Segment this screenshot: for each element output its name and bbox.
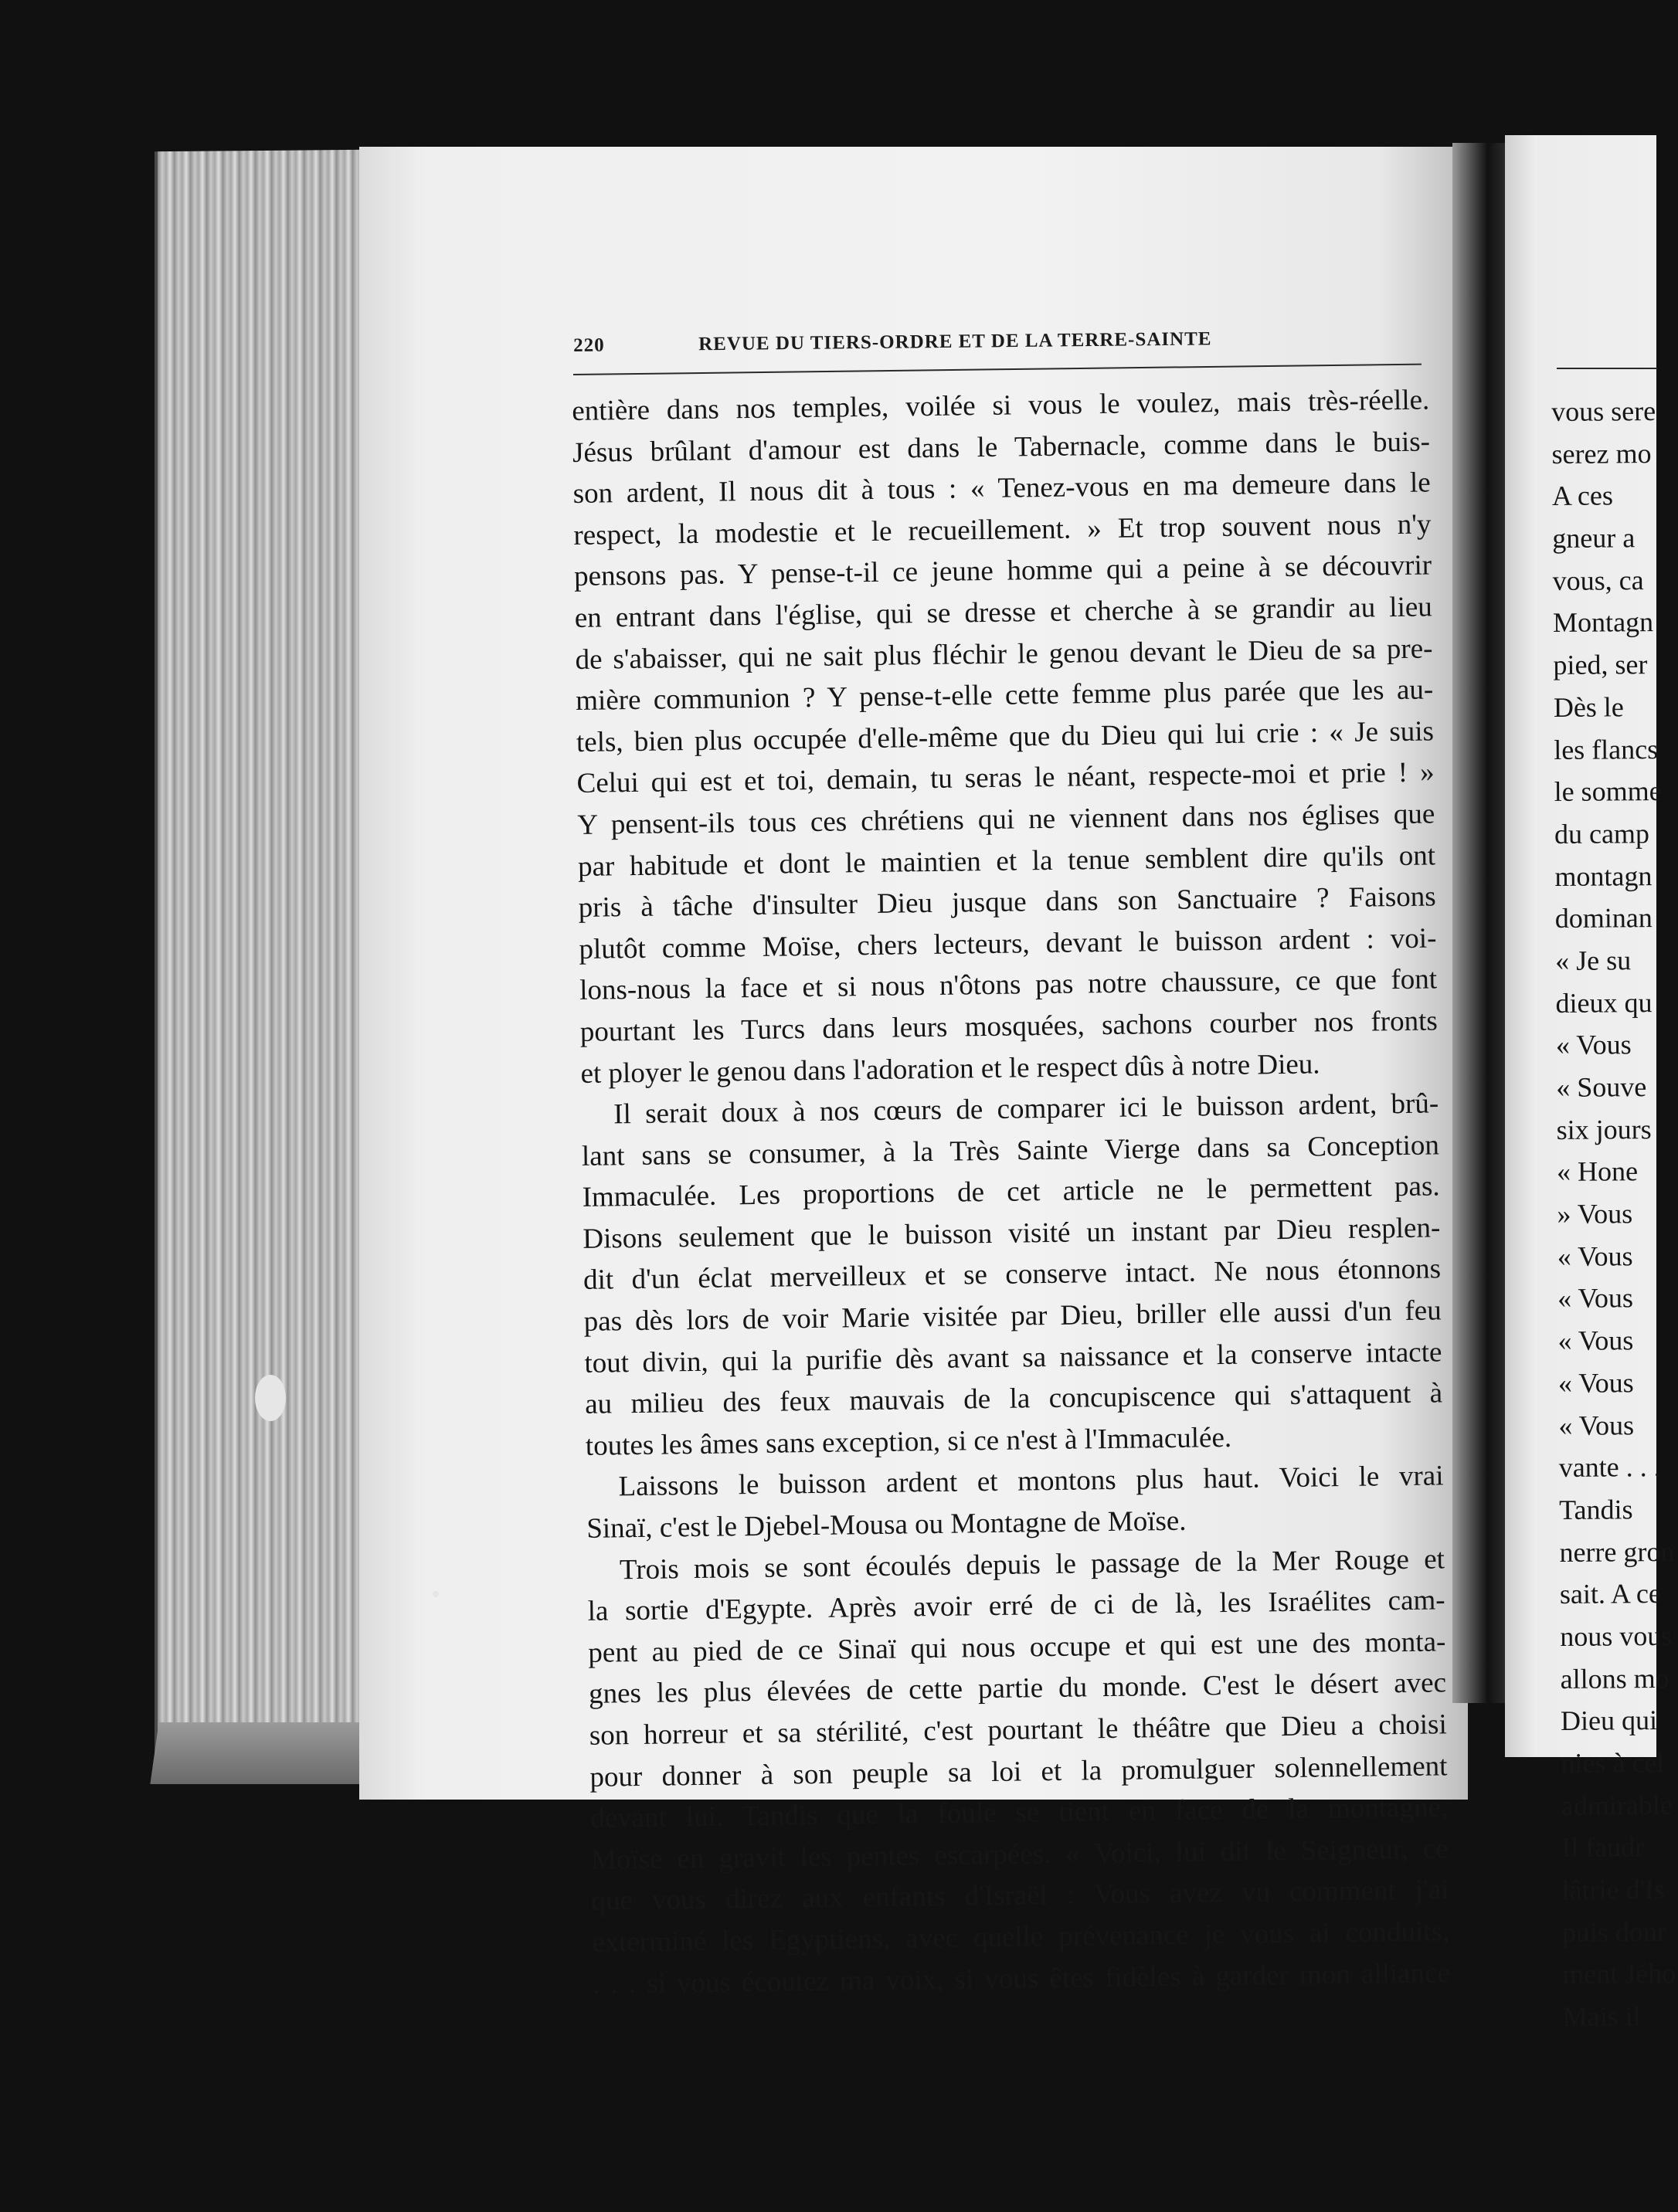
- text-line: vous, ca: [1552, 564, 1644, 596]
- text-line: pied, ser: [1553, 649, 1648, 681]
- text-line: pourtant les Turcs dans leurs mosquées, sachons courber nos fronts: [579, 1005, 1439, 1048]
- text-line: « Je su: [1555, 945, 1632, 976]
- text-line: . . . si vous écoutez ma voix, si vous êtes fidèles à garder mon alliance: [592, 1956, 1451, 2000]
- text-line: nerre gron: [1559, 1535, 1675, 1568]
- text-line: pensons pas. Y pense-t-il ce jeune homme qui a peine à se découvrir: [573, 549, 1432, 593]
- text-line: « Vous: [1555, 1029, 1632, 1061]
- text-line: par habitude et dont le maintien et la tenue semblent dire qu'ils ont: [577, 839, 1436, 883]
- text-line: les flancs: [1554, 733, 1659, 765]
- text-line: Disons seulement que le buisson visité un instant par Dieu resplen-: [583, 1212, 1441, 1255]
- text-line: « Souve: [1556, 1071, 1647, 1103]
- text-line: respect, la modestie et le recueillement. » Et trop souvent nous n'y: [573, 508, 1432, 551]
- text-line: montagn: [1554, 860, 1653, 892]
- text-line: Sinaï, c'est le Djebel-Mousa ou Montagne de Moïse.: [586, 1505, 1187, 1545]
- text-line: tels, bien plus occupée d'elle-même que du Dieu qui lui crie : « Je suis: [576, 715, 1435, 758]
- scan-blemish: [255, 1375, 286, 1421]
- text-line: Jésus brûlant d'amour est dans le Tabernacle, comme dans le buis-: [572, 426, 1431, 469]
- text-line: vante . . .: [1558, 1451, 1661, 1484]
- text-line: dominan: [1554, 902, 1653, 935]
- text-line: pent au pied de ce Sinaï qui nous occupe et qui est une des monta-: [588, 1626, 1446, 1669]
- text-line: Il serait doux à nos cœurs de comparer ici le buisson ardent, brû-: [613, 1087, 1439, 1131]
- book-gutter: [1452, 143, 1506, 1703]
- text-line: pris à tâche d'insulter Dieu jusque dans son Sanctuaire ? Faisons: [578, 880, 1436, 924]
- text-line: Mais il: [1562, 2000, 1641, 2033]
- text-line: A ces: [1551, 480, 1614, 512]
- text-line: lant sans se consumer, à la Très Sainte Vierge dans sa Conception: [581, 1129, 1440, 1172]
- text-line: Celui qui est et toi, demain, tu seras le néant, respecte-moi et prie ! »: [576, 756, 1435, 800]
- running-title: REVUE DU TIERS-ORDRE ET DE LA TERRE-SAINTE: [698, 328, 1212, 355]
- text-line: » Vous: [1557, 1198, 1633, 1230]
- text-line: six jours: [1556, 1113, 1652, 1145]
- text-line: Y pensent-ils tous ces chrétiens qui ne viennent dans nos églises que: [577, 798, 1435, 841]
- text-line: Dès le: [1553, 691, 1624, 723]
- text-line: Moïse en gravit les pentes escarpées. « Voici, lui dit le Seigneur, ce: [590, 1833, 1449, 1876]
- text-line: allons mo: [1560, 1662, 1670, 1695]
- text-line: lâtrie d'Is: [1561, 1874, 1666, 1906]
- text-line: au milieu des feux mauvais de la concupiscence qui s'attaquent à: [584, 1377, 1443, 1421]
- text-line: Dieu qui: [1560, 1705, 1658, 1737]
- text-line: gnes les plus élevées de cette partie du monde. C'est le désert avec: [588, 1667, 1447, 1711]
- text-line: la sortie d'Egypte. Après avoir erré de ci de là, les Israélites cam-: [587, 1584, 1445, 1628]
- text-line: son ardent, Il nous dit à tous : « Tenez-vous en ma demeure dans le: [572, 466, 1431, 511]
- text-line: admirable: [1561, 1789, 1673, 1821]
- text-line: le somme: [1554, 775, 1662, 808]
- text-line: tout divin, qui la purifie dès avant sa naissance et la conserve intacte: [584, 1336, 1442, 1379]
- scan-blemish: [433, 1591, 439, 1597]
- text-line: en entrant dans l'église, qui se dresse et cherche à se grandir au lieu: [574, 591, 1433, 634]
- text-line: puis donr: [1561, 1915, 1667, 1948]
- text-line: « Vous: [1558, 1409, 1635, 1441]
- text-line: du camp: [1554, 818, 1650, 850]
- text-line: nies à cel: [1561, 1747, 1665, 1779]
- page-number: 220: [573, 334, 605, 356]
- text-line: vous sere: [1551, 395, 1656, 427]
- text-line: de s'abaisser, qui ne sait plus fléchir le genou devant le Dieu de sa pre-: [575, 633, 1433, 676]
- text-line: sait. A ce: [1559, 1578, 1661, 1610]
- text-line: ment Jého: [1562, 1958, 1676, 1990]
- text-line: dieux qu: [1555, 986, 1653, 1019]
- text-line: exterminé les Egyptiens, avec quelle prévenance je vous ai conduits,: [592, 1915, 1450, 1959]
- text-line: mière communion ? Y pense-t-elle cette femme plus parée que les au-: [575, 673, 1434, 718]
- text-line: pas dès lors de voir Marie visitée par Dieu, briller elle aussi d'un feu: [583, 1294, 1442, 1338]
- right-page-header-rule: [1557, 368, 1657, 369]
- text-line: Immaculée. Les proportions de cet article ne le permettent pas.: [582, 1170, 1440, 1214]
- text-line: « Hone: [1556, 1155, 1639, 1188]
- text-line: plutôt comme Moïse, chers lecteurs, devant le buisson ardent : voi-: [579, 922, 1437, 965]
- text-line: Il faudr: [1561, 1831, 1645, 1864]
- text-line: serez mo: [1551, 437, 1652, 470]
- page-edges: [155, 150, 366, 1758]
- text-line: « Vous: [1557, 1367, 1634, 1399]
- text-line: lons-nous la face et si nous n'ôtons pas notre chaussure, ce que font: [579, 963, 1438, 1007]
- text-line: dit d'un éclat merveilleux et se conserve intact. Ne nous étonnons: [583, 1253, 1442, 1297]
- left-page-text: [572, 379, 1450, 2005]
- text-line: que vous direz aux enfants d'Israël : Vous avez vu comment j'ai: [591, 1874, 1449, 1918]
- text-line: toutes les âmes sans exception, si ce n'est à l'Immaculée.: [585, 1421, 1232, 1462]
- text-line: Tandis: [1558, 1494, 1633, 1525]
- right-page-text: [1551, 390, 1676, 2038]
- text-line: et ployer le genou dans l'adoration et le respect dûs à notre Dieu.: [580, 1047, 1320, 1090]
- text-line: Montagn: [1552, 606, 1654, 639]
- text-line: nous vous: [1560, 1620, 1673, 1652]
- text-line: « Vous: [1557, 1325, 1634, 1357]
- text-line: entière dans nos temples, voilée si vous le voulez, mais très-réelle.: [572, 384, 1430, 427]
- text-line: Trois mois se sont écoulés depuis le passage de la Mer Rouge et: [619, 1542, 1445, 1586]
- text-line: pour donner à son peuple sa loi et la promulguer solennellement: [589, 1749, 1448, 1793]
- text-line: « Vous: [1557, 1240, 1633, 1272]
- text-line: son horreur et sa stérilité, c'est pourtant le théâtre que Dieu a choisi: [589, 1708, 1447, 1752]
- text-line: Laissons le buisson ardent et montons plus haut. Voici le vrai: [618, 1460, 1444, 1503]
- text-line: « Vous: [1557, 1282, 1634, 1315]
- text-line: devant lui. Tandis que la foule se tient en face de la montagne,: [589, 1791, 1449, 1835]
- text-line: gneur a: [1552, 522, 1636, 555]
